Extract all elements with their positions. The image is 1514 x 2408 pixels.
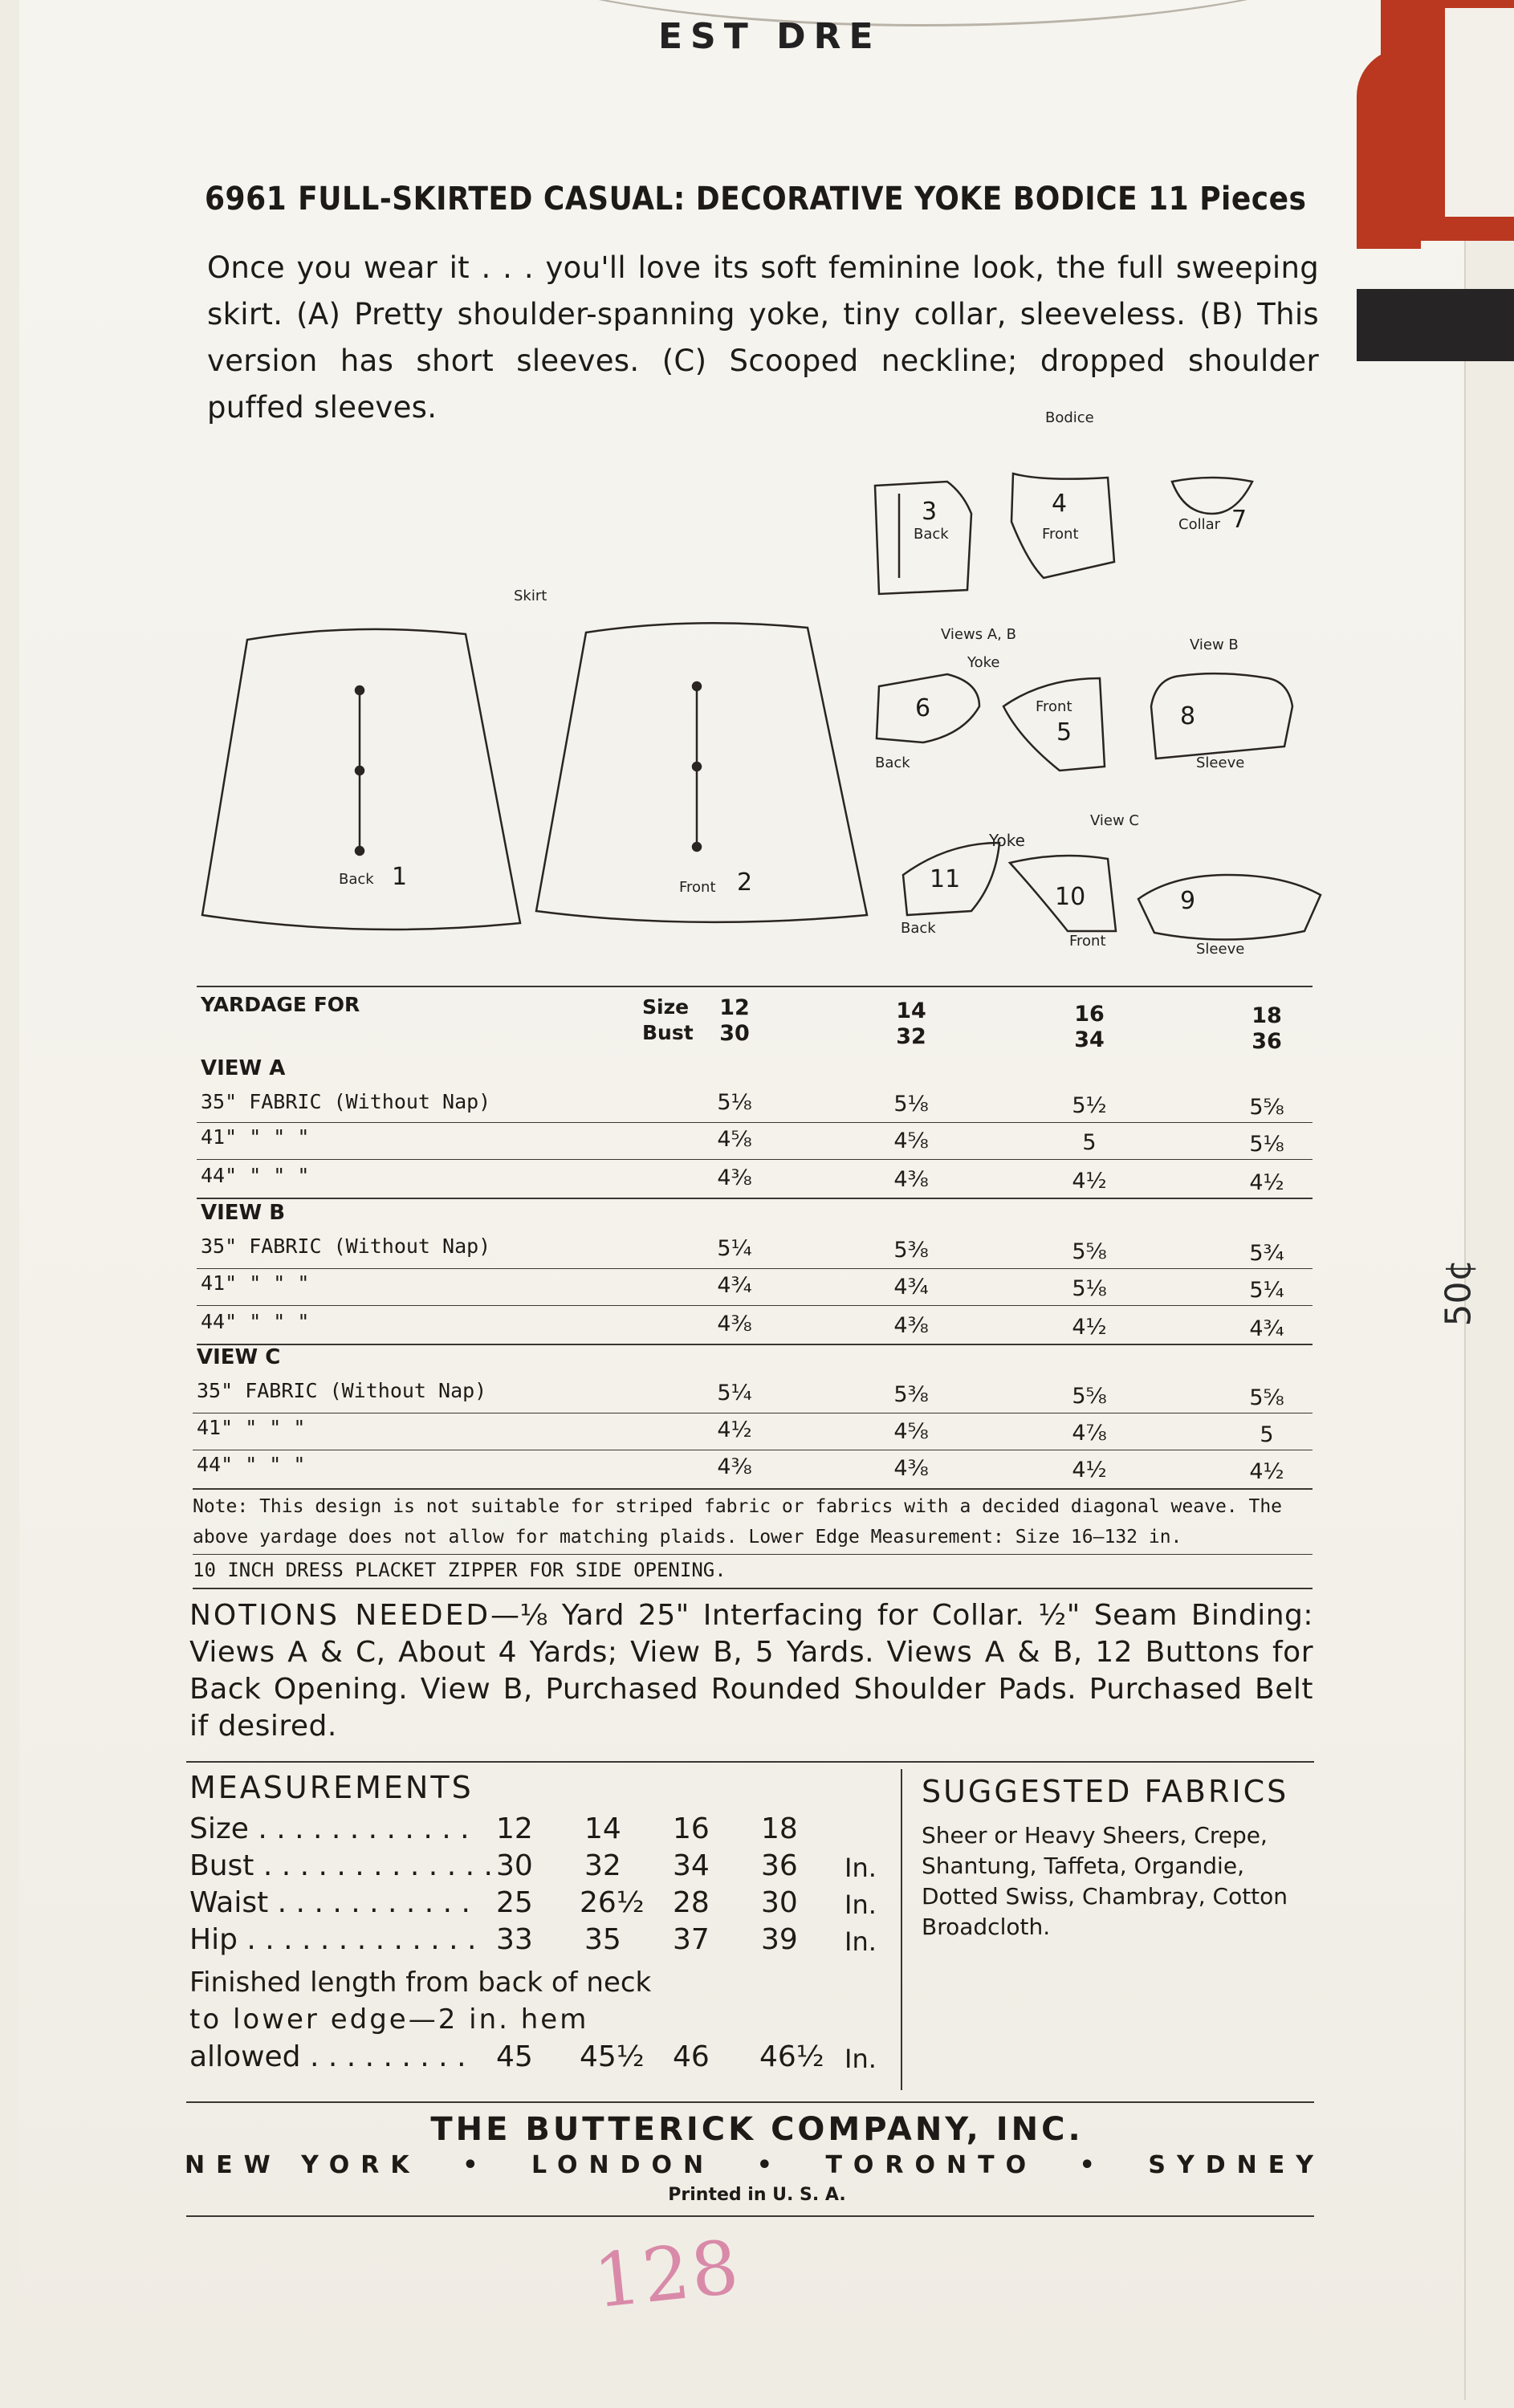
view-a-row-2-size-12: 4⅝ — [717, 1127, 752, 1152]
piece-4-number: 4 — [1052, 490, 1068, 518]
finished-length-18: 46½ — [759, 2040, 824, 2073]
view-a-row-3-size-16: 4½ — [1072, 1169, 1107, 1194]
bust-col-3: 34 — [1074, 1027, 1105, 1052]
city-separator: • — [462, 2151, 490, 2179]
piece-5-name: Front — [1036, 698, 1072, 715]
piece-6-name: Back — [875, 755, 910, 771]
suggested-fabrics-text: Sheer or Heavy Sheers, Crepe, Shantung, Taffeta, Organdie, Dotted Swiss, Chambray, Cotton Broadcloth. — [922, 1822, 1288, 1940]
measure-hip-label: Hip . . . . . . . . . . . . . — [189, 1923, 477, 1956]
measure-waist-label: Waist . . . . . . . . . . . — [189, 1886, 470, 1919]
piece-3-number: 3 — [922, 498, 938, 526]
measure-size-14: 14 — [584, 1812, 621, 1845]
view-b-row-3-size-18: 4¾ — [1249, 1316, 1284, 1341]
measure-waist-18: 30 — [761, 1886, 798, 1919]
finished-length-line-2: to lower edge—2 in. hem — [189, 2003, 589, 2036]
pattern-number: 6961 — [205, 181, 287, 218]
piece-10-number: 10 — [1055, 883, 1086, 911]
measure-hip-14: 35 — [584, 1923, 621, 1956]
view-a-row-2-size-14: 4⅝ — [893, 1129, 929, 1153]
row-rule — [197, 1159, 1313, 1160]
view-c-row-3-size-14: 4⅜ — [893, 1456, 929, 1481]
measure-waist-14: 26½ — [580, 1886, 645, 1919]
company-name: THE BUTTERICK COMPANY, INC. — [430, 2111, 1084, 2148]
view-a-row-2-size-18: 5⅛ — [1249, 1132, 1284, 1157]
piece-1-name: Back — [339, 871, 374, 888]
measure-bust-unit: In. — [845, 1853, 877, 1883]
measure-hip-18: 39 — [761, 1923, 798, 1956]
piece-2-number: 2 — [737, 868, 753, 897]
zipper-note: 10 INCH DRESS PLACKET ZIPPER FOR SIDE OPENING. — [193, 1559, 726, 1581]
view-b-row-1-label: 35" FABRIC (Without Nap) — [201, 1235, 491, 1258]
measure-hip-12: 33 — [496, 1923, 533, 1956]
handwritten-stamp: 128 — [589, 2223, 744, 2325]
piece-2-name: Front — [679, 879, 716, 896]
finished-length-16: 46 — [673, 2040, 710, 2073]
city-separator: • — [1079, 2151, 1106, 2179]
finished-length-12: 45 — [496, 2040, 533, 2073]
finished-length-line-1: Finished length from back of neck — [189, 1967, 652, 1999]
measure-size-12: 12 — [496, 1812, 533, 1845]
measure-size-16: 16 — [673, 1812, 710, 1845]
view-b-label: View B — [1190, 637, 1239, 653]
views-ab-label: Views A, B — [941, 626, 1016, 643]
finished-length-14: 45½ — [580, 2040, 645, 2073]
notions-heading: NOTIONS NEEDED — [189, 1599, 491, 1632]
piece-2-skirt-front — [536, 623, 867, 922]
finished-length-unit: In. — [845, 2044, 877, 2074]
piece-9-sleeve — [1138, 875, 1321, 940]
view-c-row-2-size-16: 4⅞ — [1072, 1421, 1107, 1446]
pattern-pieces-diagram — [0, 0, 1514, 995]
view-b-row-2-label: 41" " " " — [201, 1271, 310, 1295]
skirt-label: Skirt — [514, 588, 547, 604]
finished-length-label: allowed . . . . . . . . . — [189, 2040, 466, 2073]
piece-5-yoke-front — [1003, 678, 1105, 771]
measure-hip-unit: In. — [845, 1926, 877, 1957]
company-cities — [185, 2151, 1325, 2179]
piece-1-number: 1 — [392, 863, 408, 891]
view-a-row-1-size-14: 5⅛ — [893, 1092, 929, 1117]
piece-5-number: 5 — [1056, 718, 1072, 746]
view-a-row-2-size-16: 5 — [1082, 1130, 1097, 1155]
view-a-row-1-label: 35" FABRIC (Without Nap) — [201, 1090, 491, 1113]
note-rule — [193, 1554, 1313, 1555]
size-col-3: 16 — [1074, 1002, 1105, 1027]
pattern-description: Once you wear it . . . you'll love its soft feminine look, the full sweeping skirt. (A) Pretty shoulder-spanning yoke, tiny collar, sleeveless. (B) This version has short sleeves. (C) Scooped neckline; dropped shoulder puffed sleeves. — [207, 250, 1319, 425]
view-c-row-2-size-14: 4⅝ — [893, 1419, 929, 1444]
row-rule — [197, 1268, 1313, 1269]
view-b-row-2-size-12: 4¾ — [717, 1273, 752, 1298]
view-a-row-3-size-14: 4⅜ — [893, 1167, 929, 1192]
view-c-row-1-size-16: 5⅝ — [1072, 1384, 1107, 1409]
pattern-title-text: FULL-SKIRTED CASUAL: DECORATIVE YOKE BODICE 11 Pieces — [298, 181, 1307, 218]
view-a-row-2-label: 41" " " " — [201, 1125, 310, 1149]
city-separator: • — [756, 2151, 783, 2179]
view-c-heading: VIEW C — [197, 1345, 281, 1369]
view-rule — [197, 1198, 1313, 1199]
bodice-label: Bodice — [1045, 409, 1094, 426]
measure-bust-label: Bust . . . . . . . . . . . . . — [189, 1849, 493, 1882]
view-c-row-3-label: 44" " " " — [197, 1453, 306, 1476]
measure-waist-16: 28 — [673, 1886, 710, 1919]
piece-6-number: 6 — [915, 694, 931, 722]
price-label: 50¢ — [1438, 1259, 1479, 1327]
piece-9-name: Sleeve — [1196, 941, 1245, 958]
view-b-row-1-size-14: 5⅜ — [893, 1238, 929, 1263]
bust-label: Bust — [642, 1021, 694, 1044]
view-b-row-3-size-14: 4⅜ — [893, 1313, 929, 1338]
view-b-heading: VIEW B — [201, 1201, 286, 1225]
table-top-rule — [197, 986, 1313, 987]
bust-col-4: 36 — [1251, 1029, 1282, 1054]
yoke-c-label: Yoke — [989, 831, 1025, 850]
view-a-row-3-label: 44" " " " — [201, 1164, 310, 1187]
view-c-row-1-size-14: 5⅜ — [893, 1382, 929, 1407]
measure-hip-16: 37 — [673, 1923, 710, 1956]
measure-size-18: 18 — [761, 1812, 798, 1845]
view-c-row-3-size-18: 4½ — [1249, 1459, 1284, 1484]
bust-col-1: 30 — [719, 1021, 750, 1046]
view-a-row-3-size-12: 4⅜ — [717, 1165, 752, 1190]
size-col-1: 12 — [719, 995, 750, 1020]
measure-bust-12: 30 — [496, 1849, 533, 1882]
piece-9-number: 9 — [1180, 887, 1196, 915]
piece-7-number: 7 — [1231, 506, 1247, 534]
piece-11-number: 11 — [930, 865, 961, 893]
city-toronto: TORONTO — [825, 2151, 1038, 2179]
view-c-row-2-label: 41" " " " — [197, 1416, 306, 1439]
view-b-row-2-size-16: 5⅛ — [1072, 1276, 1107, 1301]
view-rule — [193, 1488, 1313, 1490]
view-b-row-1-size-12: 5¼ — [717, 1236, 752, 1261]
view-c-row-3-size-16: 4½ — [1072, 1458, 1107, 1483]
view-a-heading: VIEW A — [201, 1056, 286, 1080]
view-c-row-2-size-12: 4½ — [717, 1418, 752, 1442]
view-a-row-1-size-12: 5⅛ — [717, 1090, 752, 1115]
row-rule — [197, 1305, 1313, 1306]
piece-8-name: Sleeve — [1196, 755, 1245, 771]
measure-waist-unit: In. — [845, 1889, 877, 1920]
footer-top-rule — [186, 2101, 1314, 2103]
city-sydney: SYDNEY — [1148, 2151, 1325, 2179]
piece-8-sleeve — [1151, 673, 1292, 759]
printed-in: Printed in U. S. A. — [668, 2185, 846, 2205]
view-b-row-2-size-14: 4¾ — [893, 1275, 929, 1300]
size-col-4: 18 — [1251, 1003, 1282, 1028]
row-rule — [197, 1122, 1313, 1123]
size-col-2: 14 — [896, 999, 926, 1023]
view-b-row-1-size-18: 5¾ — [1249, 1241, 1284, 1266]
view-c-row-2-size-18: 5 — [1260, 1422, 1274, 1447]
view-c-row-1-size-12: 5¼ — [717, 1381, 752, 1405]
notions-text: —⅛ Yard 25" Interfacing for Collar. ½" Seam Binding: Views A & C, About 4 Yards; View B, 5 Yards. Views A & B, 12 Buttons for Back Opening. View B, Purchased Rounded Shoulder Pads. Purchased Belt if desired. — [189, 1599, 1314, 1743]
piece-11-name: Back — [901, 920, 936, 937]
piece-8-number: 8 — [1180, 702, 1196, 730]
measure-size-label: Size . . . . . . . . . . . . — [189, 1812, 470, 1845]
flap-text: EST DRE — [658, 16, 881, 57]
yoke-label: Yoke — [967, 654, 1000, 671]
footer-bottom-rule — [186, 2215, 1314, 2217]
view-b-row-1-size-16: 5⅝ — [1072, 1239, 1107, 1264]
city-london: LONDON — [531, 2151, 715, 2179]
view-c-row-1-label: 35" FABRIC (Without Nap) — [197, 1379, 487, 1402]
yardage-note: Note: This design is not suitable for striped fabric or fabrics with a decided diagonal weave. The above yardage does not allow for matching plaids. Lower Edge Measurement: Size 16—132 in. — [193, 1496, 1283, 1548]
view-b-row-3-size-12: 4⅜ — [717, 1312, 752, 1336]
measure-bust-14: 32 — [584, 1849, 621, 1882]
piece-3-name: Back — [914, 526, 949, 543]
yardage-heading: YARDAGE FOR — [201, 993, 360, 1016]
measurements-heading: MEASUREMENTS — [189, 1770, 474, 1805]
piece-4-name: Front — [1042, 526, 1079, 543]
view-a-row-1-size-18: 5⅝ — [1249, 1095, 1284, 1120]
suggested-fabrics-heading: SUGGESTED FABRICS — [922, 1774, 1289, 1809]
size-label: Size — [642, 995, 690, 1019]
piece-10-name: Front — [1069, 933, 1106, 950]
city-new-york: NEW YORK — [185, 2151, 421, 2179]
measure-bust-18: 36 — [761, 1849, 798, 1882]
view-b-row-3-label: 44" " " " — [201, 1310, 310, 1333]
view-a-row-1-size-16: 5½ — [1072, 1093, 1107, 1118]
measure-waist-12: 25 — [496, 1886, 533, 1919]
column-divider — [901, 1769, 902, 2090]
view-b-row-3-size-16: 4½ — [1072, 1315, 1107, 1340]
view-rule — [197, 1344, 1313, 1345]
view-c-label: View C — [1090, 812, 1140, 829]
zipper-rule — [193, 1588, 1313, 1589]
view-c-row-3-size-12: 4⅜ — [717, 1454, 752, 1479]
notions-rule — [186, 1761, 1314, 1763]
view-a-row-3-size-18: 4½ — [1249, 1170, 1284, 1195]
view-c-row-1-size-18: 5⅝ — [1249, 1385, 1284, 1410]
piece-7-name: Collar — [1178, 516, 1221, 533]
notions-needed — [189, 1597, 1313, 1745]
bust-col-2: 32 — [896, 1024, 926, 1049]
measure-bust-16: 34 — [673, 1849, 710, 1882]
view-b-row-2-size-18: 5¼ — [1249, 1278, 1284, 1303]
